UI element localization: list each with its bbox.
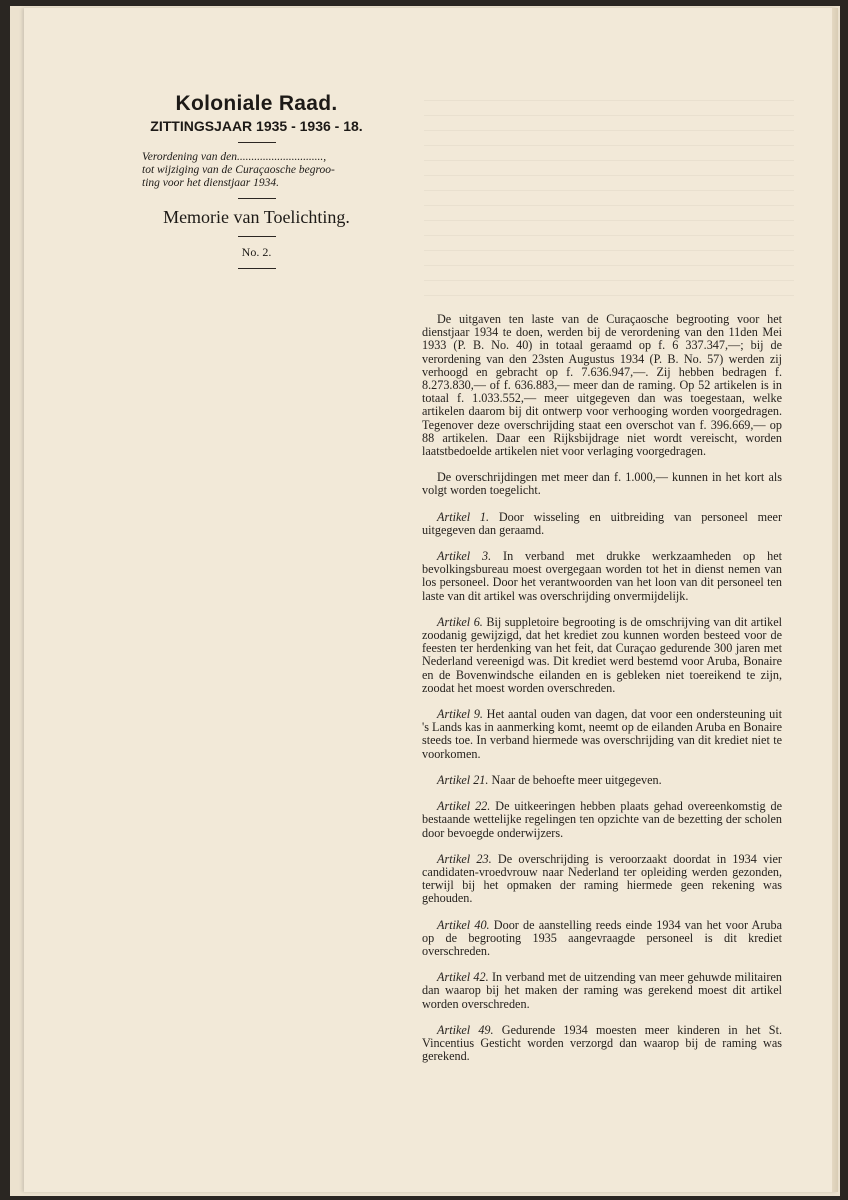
article-label: Artikel 3.: [437, 549, 492, 564]
article-paragraph: Artikel 22. De uitkeeringen hebben plaats gehad overeenkomstig de bestaande wettelijke regelingen ten opzichte van de bezetting der scholen door bevoegde onderwijzers.: [422, 799, 783, 840]
article-paragraph: Artikel 23. De overschrijding is veroorzaakt doordat in 1934 vier candidaten-vroedvrouw naar Nederland ter opleiding werden gezonden, terwijl bij het opmaken der raming hiermede geen rekening was gehouden.: [422, 851, 782, 906]
document-header: [114, 92, 399, 277]
divider: [238, 236, 276, 237]
article-paragraph: Artikel 40. Door de aanstelling reeds einde 1934 van het voor Aruba op de begrooting 1935 aangevraagde personeel is dit krediet overschreden.: [422, 917, 782, 958]
article-label: Artikel 49.: [437, 1022, 494, 1037]
show-through-text: [424, 100, 794, 310]
divider: [238, 268, 276, 269]
session-year: ZITTINGSJAAR 1935 - 1936 - 18.: [150, 118, 363, 134]
article-paragraph: Artikel 6. Bij suppletoire begrooting is de omschrijving van dit artikel zoodanig gewijzigd, dat het krediet zou kunnen worden besteed voor de feesten ter herdenking van het feit, dat Curaçao gedurende 300 jaren met Nederland vereenigd was. Dit krediet werd bestemd voor Aruba, Bonaire en de Bovenwindsche eilanden en is gebleken niet toereikend te zijn, zoodat het moest worden overschreden.: [422, 614, 782, 695]
ordinance-subject: [142, 151, 392, 190]
subject-line: ting voor het dienstjaar 1934.: [142, 177, 280, 189]
body-paragraph: De uitgaven ten laste van de Curaçaosche begrooting voor het dienstjaar 1934 te doen, werden bij de verordening van den 11den Mei 1933 (P. B. No. 40) in totaal geraamd op f. 6 337.347,—; bij de verordening van den 23sten Augustus 1934 (P. B. No. 57) werden zij verhoogd en gebracht op f. 7.636.947,—. Zij hebben bedragen f. 8.273.830,— of f. 636.883,— meer dan de raming. Op 52 artikelen is in totaal f. 1.033.552,— meer uitgegeven dan was toegestaan, welke artikelen daarom bij dit ontwerp voor verhooging worden voorgedragen. Tegenover deze overschrijding staat een overschot van f. 396.669,— op 88 artikelen. Daar een Rijksbijdrage niet wordt vereischt, worden laatstbedoelde artikelen niet voor verlaging voorgedragen.: [422, 312, 782, 459]
article-label: Artikel 23.: [437, 851, 492, 866]
document-number: No. 2.: [241, 245, 272, 259]
subject-line: Verordening van den..............................,: [142, 151, 327, 163]
memo-body: [422, 313, 782, 1076]
council-title: Koloniale Raad.: [175, 92, 338, 115]
article-paragraph: Artikel 3. In verband met drukke werkzaamheden op het bevolkingsbureau moest overgegaan worden tot het in dienst nemen van los personeel. Door het verantwoorden van het loon van dit personeel ten laste van dit artikel was overschrijding onvermijdelijk.: [422, 549, 782, 603]
article-label: Artikel 6.: [437, 614, 483, 629]
article-paragraph: Artikel 21. Naar de behoefte meer uitgegeven.: [437, 772, 662, 787]
article-paragraph: Artikel 49. Gedurende 1934 moesten meer kinderen in het St. Vincentius Gesticht worden verzorgd dan waarop bij de raming was gerekend.: [422, 1022, 783, 1064]
article-label: Artikel 1.: [437, 509, 490, 524]
memo-title: Memorie van Toelichting.: [163, 207, 350, 227]
subject-line: tot wijziging van de Curaçaosche begroo-: [142, 164, 335, 176]
article-label: Artikel 21.: [437, 772, 489, 787]
page-edge: [832, 8, 838, 1192]
article-label: Artikel 40.: [437, 917, 490, 932]
article-paragraph: Artikel 9. Het aantal ouden van dagen, dat voor een ondersteuning uit 's Lands kas in aanmerking komt, neemt op de eilanden Aruba en Bonaire steeds toe. In verband hiermede was overschrijding van dit krediet niet te voorkomen.: [422, 707, 783, 761]
article-label: Artikel 42.: [437, 970, 489, 985]
divider: [238, 142, 276, 143]
body-paragraph: De overschrijdingen met meer dan f. 1.000,— kunnen in het kort als volgt worden toegelicht.: [422, 470, 782, 498]
article-label: Artikel 9.: [437, 707, 483, 722]
article-paragraph: Artikel 1. Door wisseling en uitbreiding van personeel meer uitgegeven dan geraamd.: [422, 509, 783, 537]
article-label: Artikel 22.: [437, 799, 491, 814]
document-page: [24, 8, 838, 1192]
article-paragraph: Artikel 42. In verband met de uitzending van meer gehuwde militairen dan waarop bij het maken der raming was gerekend moest dit artikel worden overschreden.: [422, 970, 782, 1011]
divider: [238, 198, 276, 199]
